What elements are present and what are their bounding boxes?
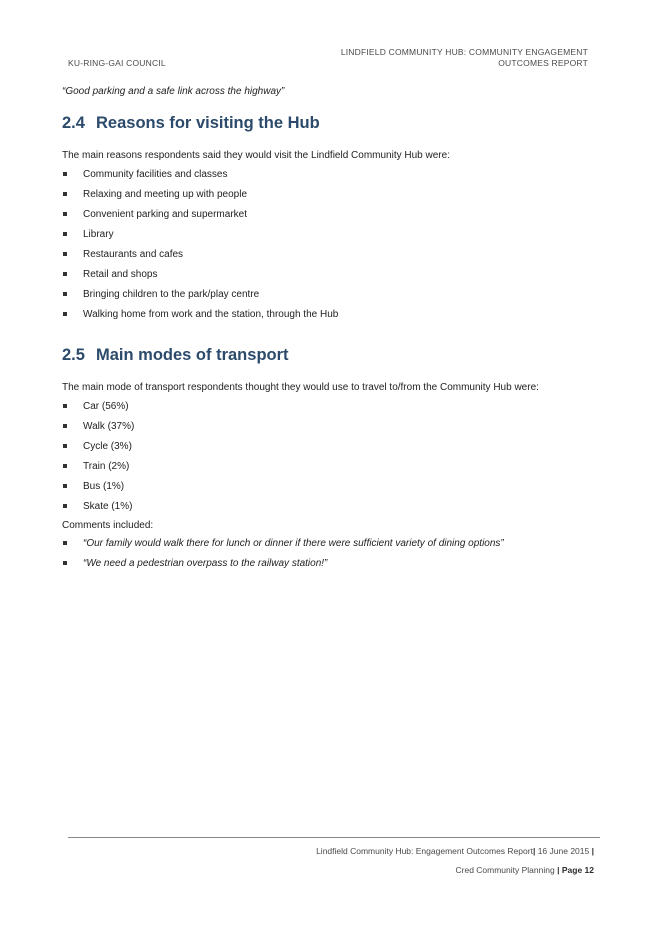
- list-item: Relaxing and meeting up with people: [62, 188, 592, 208]
- list-item: Walk (37%): [62, 420, 592, 440]
- page-content: [62, 86, 592, 577]
- list-item: “Our family would walk there for lunch or dinner if there were sufficient variety of dining options”: [62, 537, 592, 557]
- bullet-icon: [63, 404, 67, 408]
- top-quote: “Good parking and a safe link across the highway”: [62, 86, 285, 97]
- reasons-list: [62, 168, 592, 328]
- section-number: 2.5: [62, 346, 85, 364]
- bullet-icon: [63, 232, 67, 236]
- list-item: Cycle (3%): [62, 440, 592, 460]
- bullet-icon: [63, 504, 67, 508]
- comments-label: Comments included:: [62, 520, 154, 531]
- list-item: Bus (1%): [62, 480, 592, 500]
- section-intro: The main mode of transport respondents thought they would use to travel to/from the Community Hub were:: [62, 382, 539, 393]
- footer-page-line: Cred Community Planning | Page 12: [455, 865, 594, 875]
- bullet-icon: [63, 444, 67, 448]
- page-number: Page 12: [561, 865, 594, 875]
- list-item: Convenient parking and supermarket: [62, 208, 592, 228]
- section-number: 2.4: [62, 114, 85, 132]
- footer-author: Cred Community Planning: [455, 865, 555, 875]
- header-title-line1: LINDFIELD COMMUNITY HUB: COMMUNITY ENGAGEMENT: [340, 47, 588, 57]
- bullet-icon: [63, 272, 67, 276]
- footer-date: 16 June 2015: [537, 846, 590, 856]
- list-item: Bringing children to the park/play centre: [62, 288, 592, 308]
- list-item: Library: [62, 228, 592, 248]
- section-title: Main modes of transport: [96, 346, 289, 364]
- list-item: Community facilities and classes: [62, 168, 592, 188]
- header-report-title: [268, 47, 588, 69]
- list-item: Train (2%): [62, 460, 592, 480]
- section-heading-2-4: [62, 114, 592, 133]
- section-intro: The main reasons respondents said they would visit the Lindfield Community Hub were:: [62, 150, 450, 161]
- header-title-line2: OUTCOMES REPORT: [498, 58, 588, 68]
- section-title: Reasons for visiting the Hub: [96, 114, 320, 132]
- bullet-icon: [63, 192, 67, 196]
- bullet-icon: [63, 312, 67, 316]
- list-item: Skate (1%): [62, 500, 592, 520]
- bullet-icon: [63, 484, 67, 488]
- list-item: Car (56%): [62, 400, 592, 420]
- bullet-icon: [63, 424, 67, 428]
- bullet-icon: [63, 464, 67, 468]
- footer-report-title: Lindfield Community Hub: Engagement Outcomes Report: [316, 846, 533, 856]
- bullet-icon: [63, 252, 67, 256]
- header-organization: KU-RING-GAI COUNCIL: [68, 58, 166, 68]
- list-item: “We need a pedestrian overpass to the railway station!”: [62, 557, 592, 577]
- bullet-icon: [63, 212, 67, 216]
- bullet-icon: [63, 292, 67, 296]
- list-item: Restaurants and cafes: [62, 248, 592, 268]
- list-item: Walking home from work and the station, through the Hub: [62, 308, 592, 328]
- section-heading-2-5: [62, 346, 592, 365]
- footer-report-line: Lindfield Community Hub: Engagement Outcomes Report| 16 June 2015 |: [316, 846, 594, 856]
- footer-divider: [68, 837, 600, 838]
- bullet-icon: [63, 172, 67, 176]
- quotes-list: [62, 537, 592, 577]
- transport-list: [62, 400, 592, 520]
- bullet-icon: [63, 541, 67, 545]
- list-item: Retail and shops: [62, 268, 592, 288]
- bullet-icon: [63, 561, 67, 565]
